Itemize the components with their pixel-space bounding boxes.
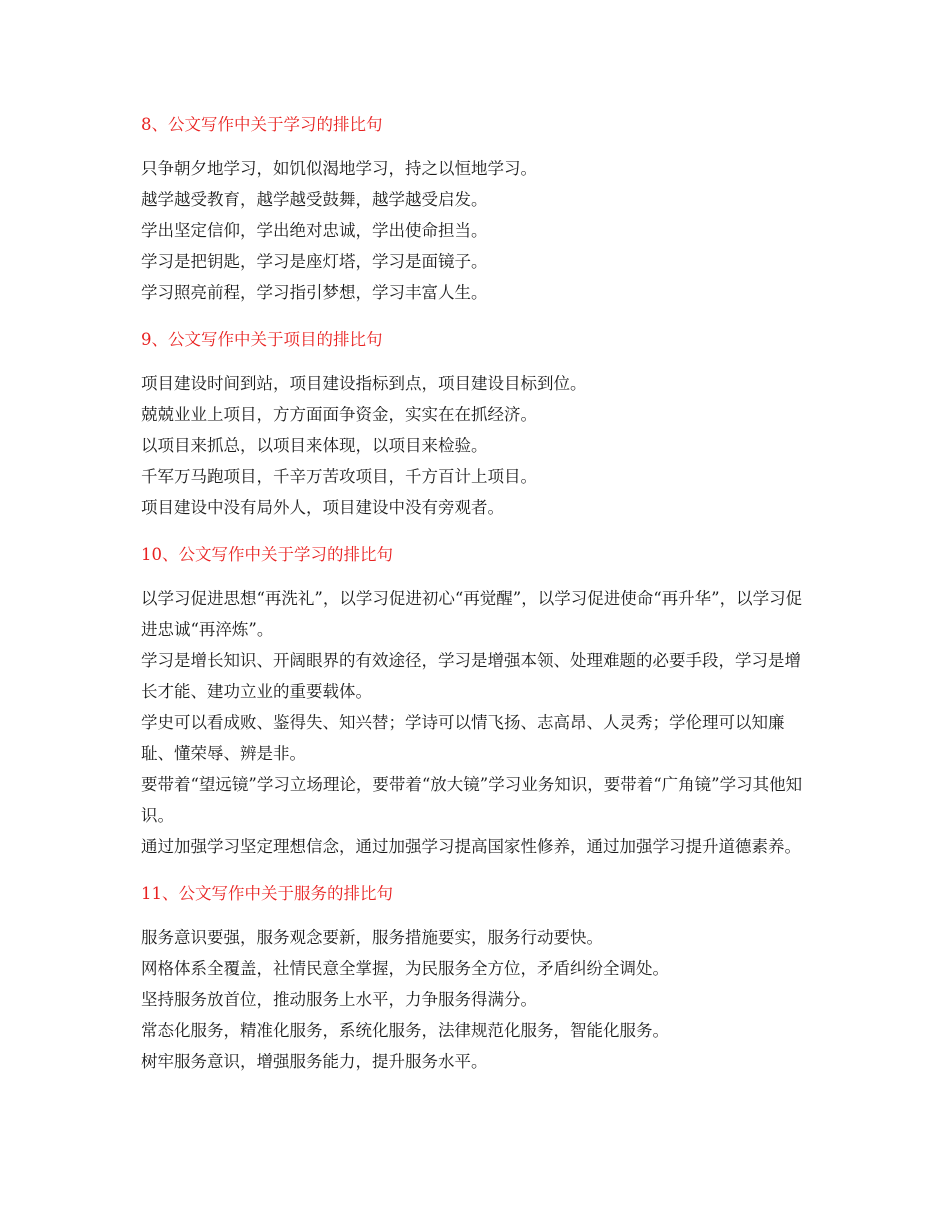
- sentence-line: 以学习促进思想“再洗礼”，以学习促进初心“再觉醒”，以学习促进使命“再升华”，以学习促进忠诚“再淬炼”。: [141, 589, 803, 639]
- sentence-line: 千军万马跑项目，千辛万苦攻项目，千方百计上项目。: [141, 467, 537, 486]
- section-heading: 8、公文写作中关于学习的排比句: [141, 115, 383, 134]
- sentence-line: 坚持服务放首位，推动服务上水平，力争服务得满分。: [141, 990, 537, 1009]
- sentence-line: 学习照亮前程，学习指引梦想，学习丰富人生。: [141, 283, 488, 302]
- sentence-list: [141, 153, 810, 308]
- sentence-line: 兢兢业业上项目，方方面面争资金，实实在在抓经济。: [141, 405, 537, 424]
- sentence-line: 只争朝夕地学习，如饥似渴地学习，持之以恒地学习。: [141, 159, 537, 178]
- section-heading: 11、公文写作中关于服务的排比句: [141, 884, 393, 903]
- sentence-line: 常态化服务，精准化服务，系统化服务，法律规范化服务，智能化服务。: [141, 1021, 669, 1040]
- sentence-list: [141, 583, 810, 862]
- sentence-line: 学习是增长知识、开阔眼界的有效途径，学习是增强本领、处理难题的必要手段，学习是增长才能、建功立业的重要载体。: [141, 651, 801, 701]
- sentence-line: 树牢服务意识，增强服务能力，提升服务水平。: [141, 1052, 488, 1071]
- sentence-line: 以项目来抓总，以项目来体现，以项目来检验。: [141, 436, 488, 455]
- section-study-2: [141, 540, 810, 862]
- section-study-1: [141, 110, 810, 308]
- sentence-line: 学史可以看成败、鉴得失、知兴替；学诗可以情飞扬、志高昂、人灵秀；学伦理可以知廉耻、懂荣辱、辨是非。: [141, 713, 785, 763]
- sentence-line: 学习是把钥匙，学习是座灯塔，学习是面镜子。: [141, 252, 488, 271]
- sentence-list: [141, 368, 810, 523]
- sentence-line: 通过加强学习坚定理想信念，通过加强学习提高国家性修养，通过加强学习提升道德素养。: [141, 837, 801, 856]
- sentence-line: 项目建设时间到站，项目建设指标到点，项目建设目标到位。: [141, 374, 587, 393]
- sentence-line: 项目建设中没有局外人，项目建设中没有旁观者。: [141, 498, 504, 517]
- sentence-line: 学出坚定信仰，学出绝对忠诚，学出使命担当。: [141, 221, 488, 240]
- section-service: [141, 879, 810, 1077]
- sentence-line: 服务意识要强，服务观念要新，服务措施要实，服务行动要快。: [141, 928, 603, 947]
- section-project: [141, 325, 810, 523]
- sentence-list: [141, 922, 810, 1077]
- sentence-line: 要带着“望远镜”学习立场理论，要带着“放大镜”学习业务知识，要带着“广角镜”学习其他知识。: [141, 775, 803, 825]
- section-heading: 9、公文写作中关于项目的排比句: [141, 330, 383, 349]
- section-heading: 10、公文写作中关于学习的排比句: [141, 545, 393, 564]
- sentence-line: 网格体系全覆盖，社情民意全掌握，为民服务全方位，矛盾纠纷全调处。: [141, 959, 669, 978]
- sentence-line: 越学越受教育，越学越受鼓舞，越学越受启发。: [141, 190, 488, 209]
